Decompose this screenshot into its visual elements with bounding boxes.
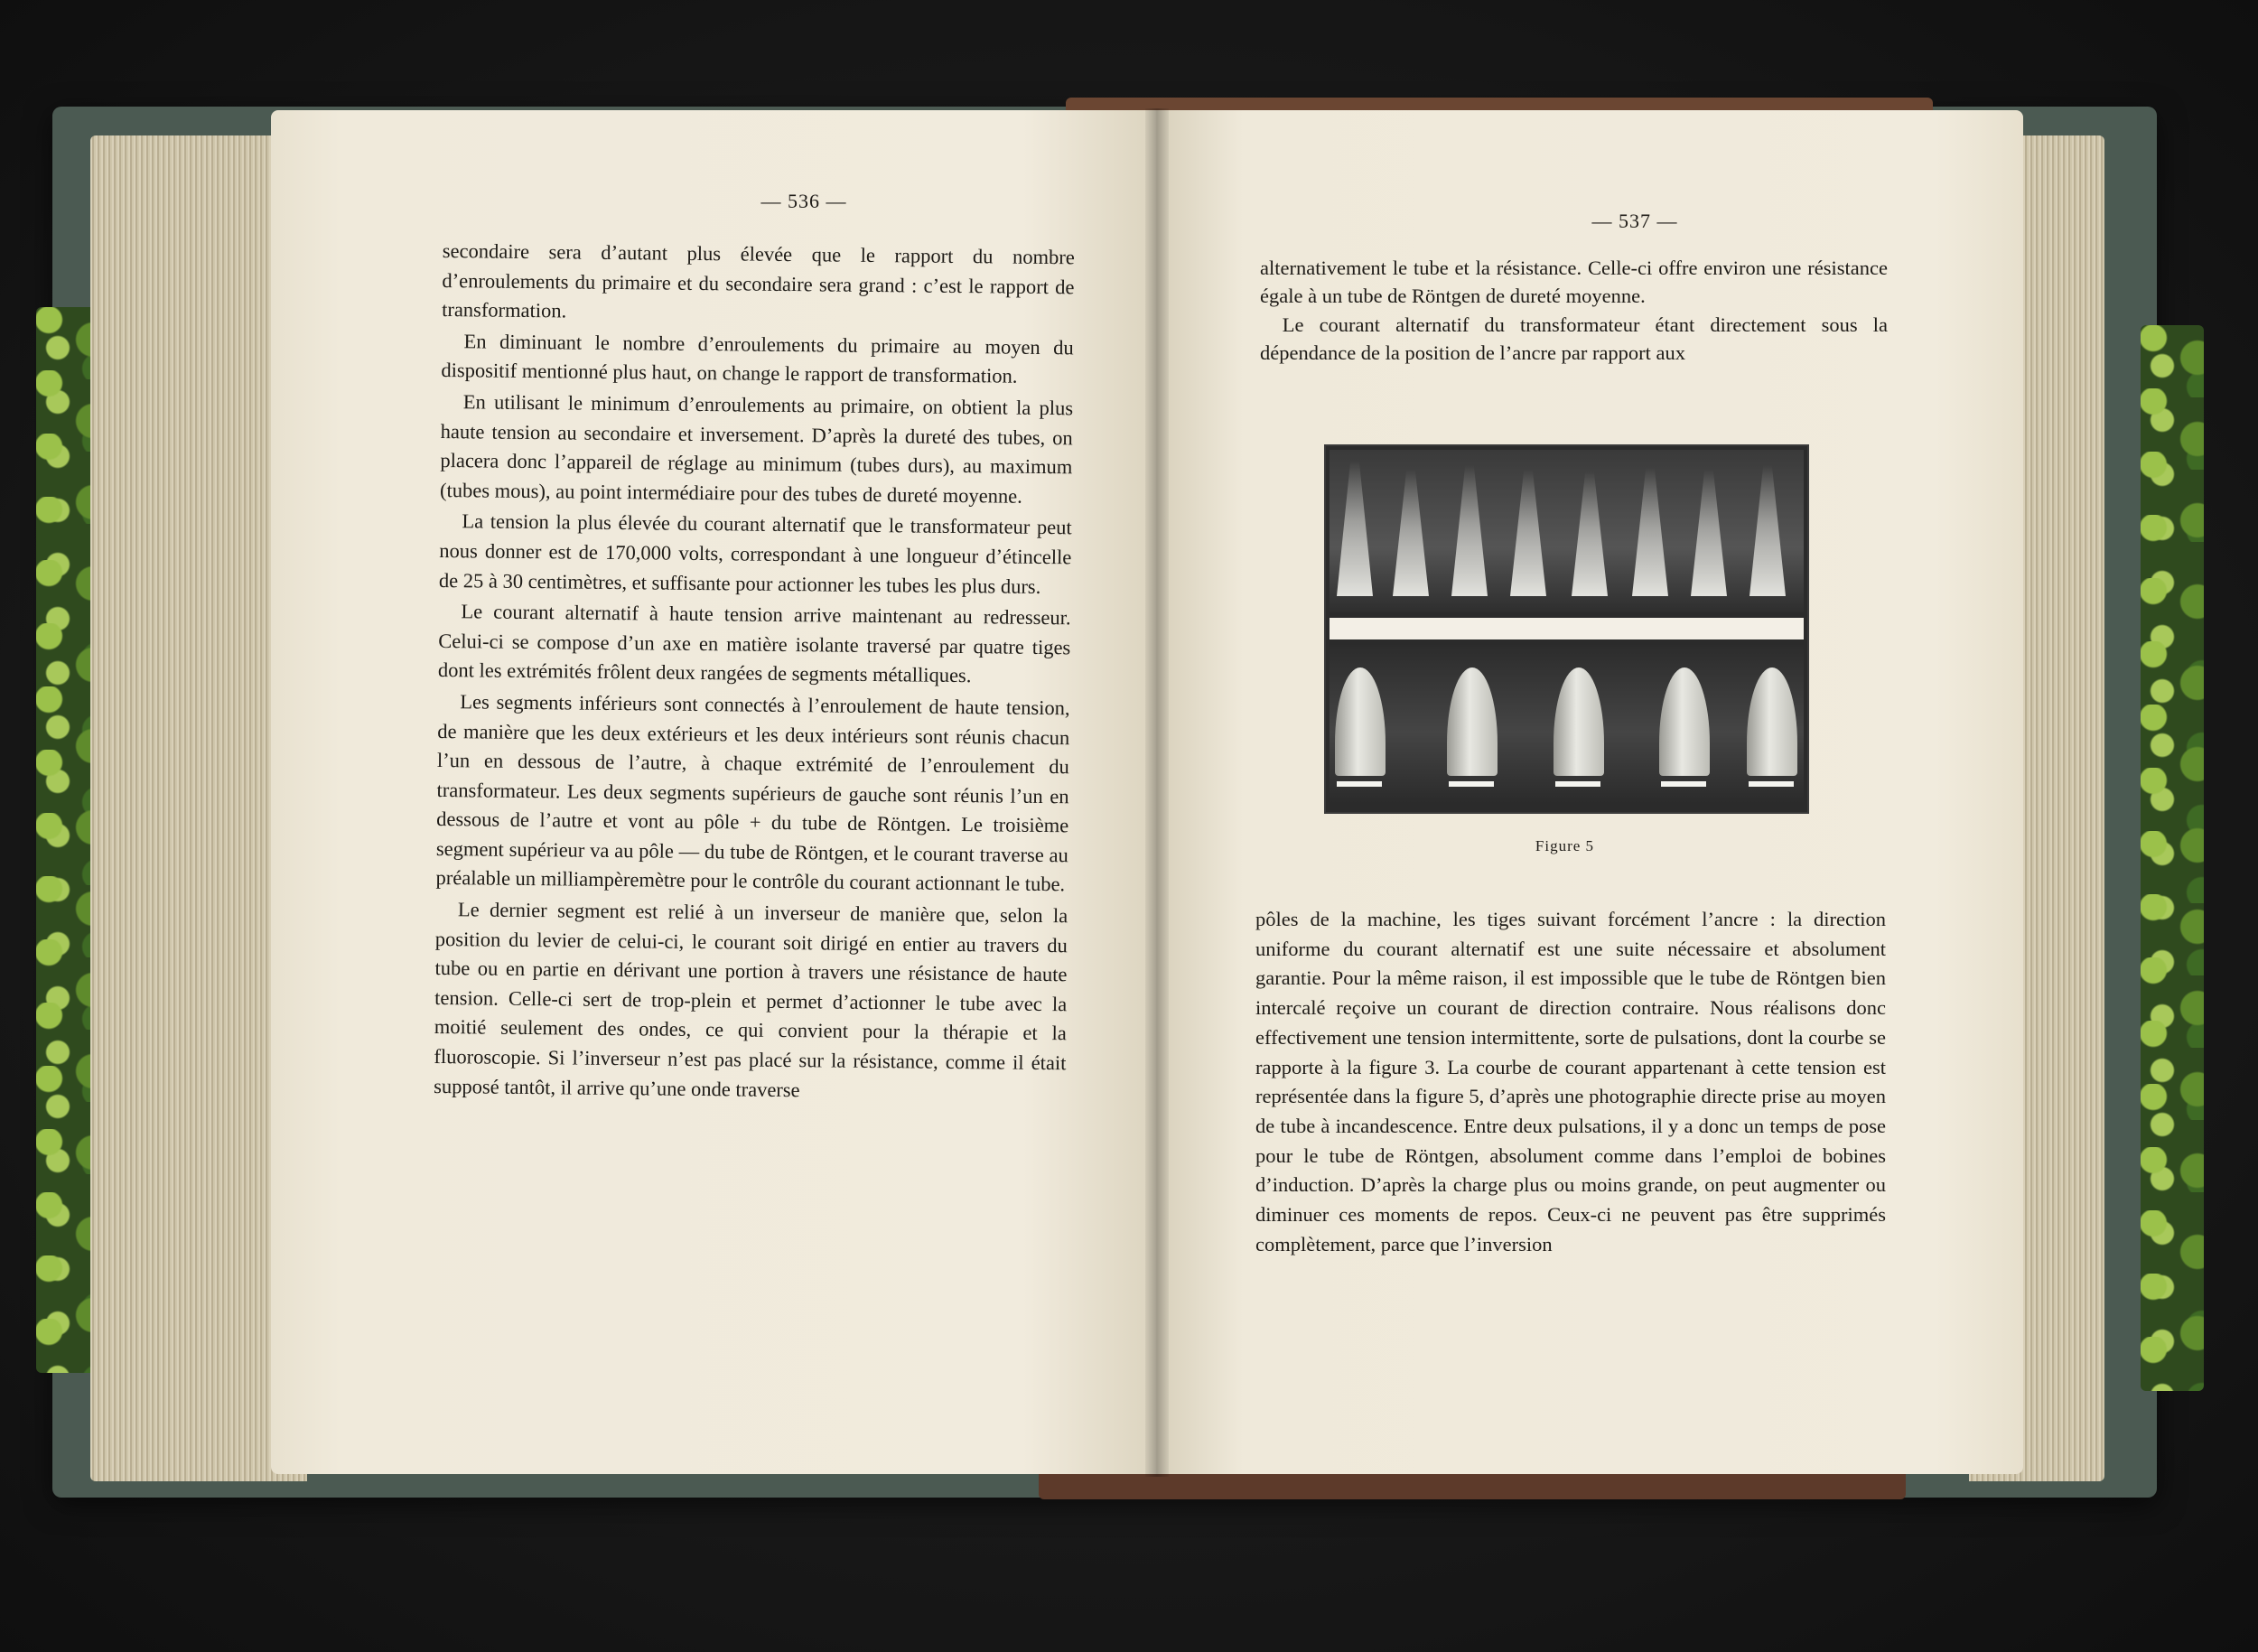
paragraph: Le courant alternatif du transformateur étant directement sous la dépendance de la position de l’ancre par rapport aux (1260, 313, 1888, 364)
figure-5-photograph (1324, 444, 1809, 814)
paragraph: En diminuant le nombre d’enroulements du primaire au moyen du dispositif mentionné plus haut, on change le rapport de transformation. (441, 330, 1074, 388)
discharge-base (1555, 781, 1600, 787)
page-number: — 537 — (1591, 210, 1678, 232)
paragraph: pôles de la machine, les tiges suivant forcément l’ancre : la direction uniforme du courant alternatif est une suite nécessaire et absolument garantie. Pour la même raison, il est impossible que le tube de Röntgen bien intercalé reçoive un courant de direction contraire. Nous réalisons donc effectivement une tension intermittente, sorte de pulsations, dont la courbe se rapporte à la figure 3. La courbe de courant appartenant à cette tension est représentée dans la figure 5, d’après une photographie directe prise au moyen de tube à incandescence. Entre deux pulsations, il y a donc un temps de pose pour le tube de Röntgen, absolument comme dans l’emploi de bobines d’induction. D’après la charge plus ou moins grande, on peut augmenter ou diminuer ces moments de repos. Ceux-ci ne peuvent pas être supprimés complètement, parce que l’inversion (1255, 908, 1886, 1255)
marbled-endpaper-right (2141, 325, 2204, 1391)
left-page-body (434, 237, 1075, 1107)
discharge-glow (1451, 465, 1488, 596)
paragraph: secondaire sera d’autant plus élevée que le rapport du nombre d’enroulements du primaire et du secondaire sera grand : c’est le rapport de transformation. (442, 238, 1075, 322)
discharge-peak (1447, 667, 1498, 776)
discharge-peak (1659, 667, 1710, 776)
page-number: — 536 — (760, 190, 847, 212)
discharge-base (1661, 781, 1706, 787)
right-page-body-top (1260, 255, 1888, 367)
discharge-glow (1337, 461, 1373, 596)
discharge-base (1749, 781, 1794, 787)
paragraph: Le courant alternatif à haute tension arrive maintenant au redresseur. Celui-ci se compose d’un axe en matière isolante traversé par quatre tiges dont les extrémités frôlent deux rangées de segments métalliques. (437, 600, 1071, 687)
left-page (271, 110, 1156, 1474)
book-gutter (1145, 108, 1169, 1477)
right-page-body-bottom (1255, 905, 1886, 1259)
paragraph: La tension la plus élevée du courant alternatif que le transformateur peut nous donner est de 170,000 volts, correspondant à une longueur d’étincelle de 25 à 30 centimètres, et suffisante pour actionner les tubes les plus durs. (438, 509, 1072, 598)
discharge-base (1449, 781, 1494, 787)
discharge-glow (1510, 470, 1546, 596)
paragraph: En utilisant le minimum d’enroulements au primaire, on obtient la plus haute tension au secondaire et inversement. D’après la dureté des tubes, on placera donc l’appareil de réglage au minimum (tubes durs), au maximum (tubes mous), au point intermédiaire pour des tubes de dureté moyenne. (439, 390, 1074, 508)
figure-separator (1330, 618, 1804, 639)
discharge-glow (1393, 470, 1429, 596)
paragraph: alternativement le tube et la résistance. Celle-ci offre environ une résistance égale à un tube de Röntgen de dureté moyenne. (1260, 257, 1888, 307)
discharge-glow (1749, 465, 1786, 596)
figure-caption: Figure 5 (1535, 837, 1595, 854)
figure-top-strip (1330, 450, 1804, 612)
paragraph: Le dernier segment est relié à un inverseur de manière que, selon la position du levier de celui-ci, le courant soit dirigé en entier au travers du tube ou en partie en dérivant une portion à travers une résistance de haute tension. Celle-ci sert de trop-plein et permet d’actionner le tube avec la moitié seulement des ondes, ce qui convient pour la thérapie et la fluoroscopie. Si l’inverseur n’est pas placé sur la résistance, comme il était supposé tantôt, il arrive qu’une onde traverse (434, 898, 1068, 1101)
discharge-base (1337, 781, 1382, 787)
discharge-peak (1335, 667, 1386, 776)
discharge-peak (1554, 667, 1604, 776)
discharge-glow (1632, 468, 1668, 596)
discharge-peak (1747, 667, 1797, 776)
figure-bottom-strip (1330, 645, 1804, 803)
discharge-glow (1572, 471, 1608, 596)
paragraph: Les segments inférieurs sont connectés à l’enroulement de haute tension, de manière que les deux extérieurs et les deux intérieurs sont réunis chacun l’un en dessous de l’autre, à chaque extrémité de l’enroulement du transformateur. Les deux segments supérieurs de gauche sont réunis l’un en dessous de l’autre et vont au pôle + du tube de Röntgen. Le troisième segment supérieur va au pôle — du tube de Röntgen, et le courant traverse au préalable un milliampèremètre pour le contrôle du courant actionnant le tube. (435, 690, 1070, 896)
right-page (1156, 110, 2023, 1474)
discharge-glow (1691, 470, 1727, 596)
